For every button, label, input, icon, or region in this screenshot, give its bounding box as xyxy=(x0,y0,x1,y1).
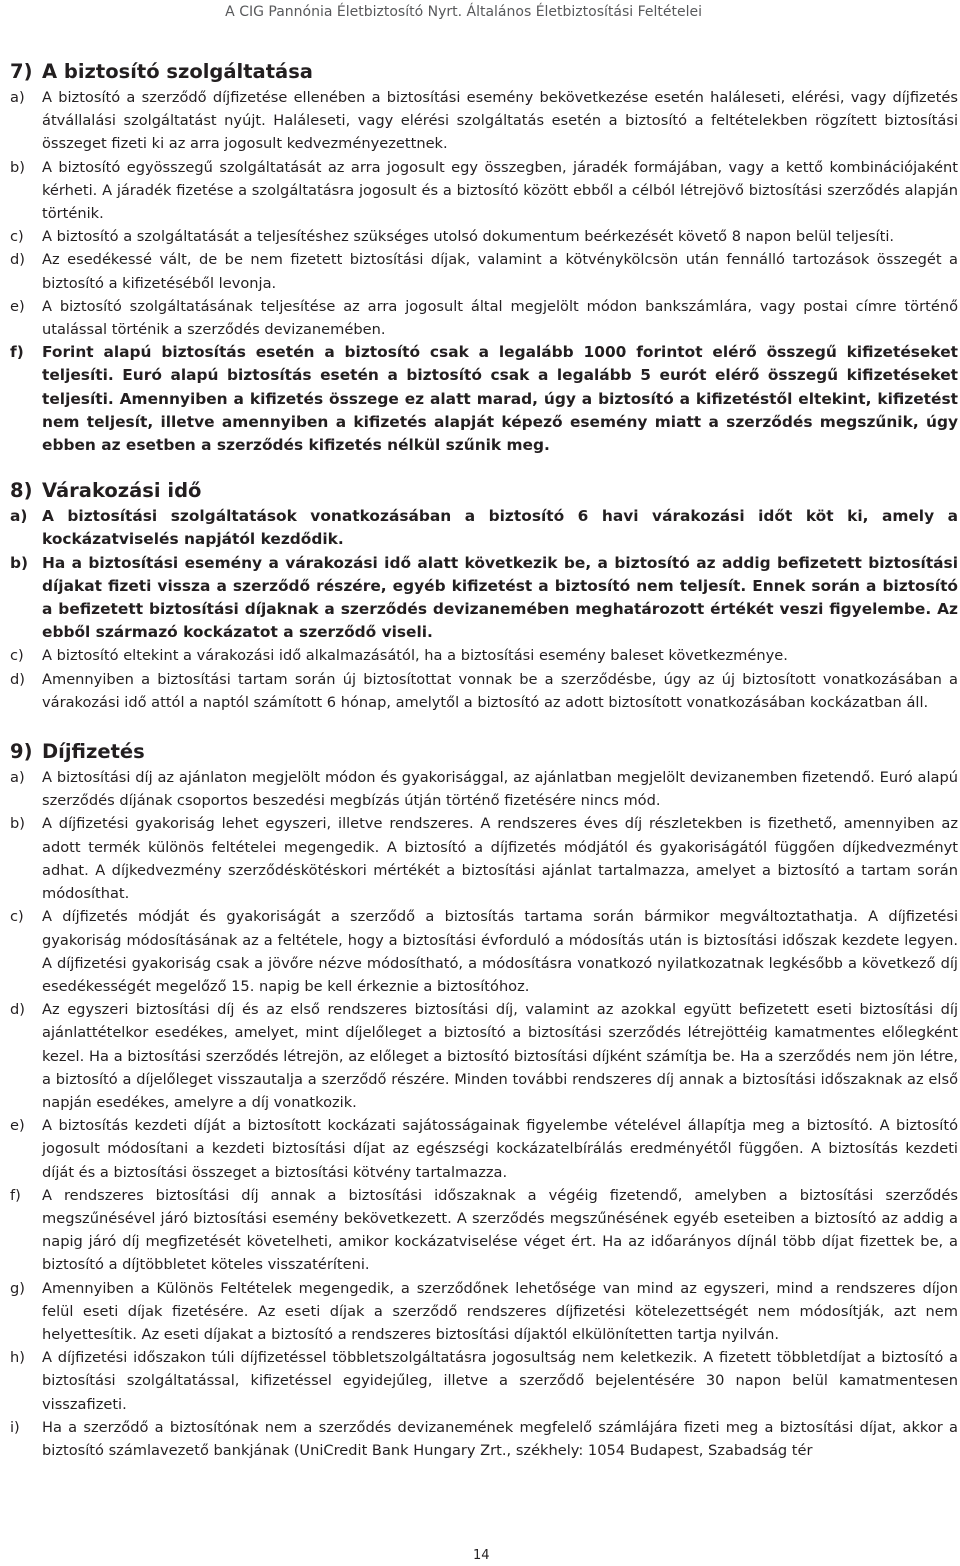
list-item xyxy=(10,156,958,226)
item-text: A díjfizetési időszakon túli díjfizetéssel többletszolgáltatásra jogosultság nem keletkezik. A fizetett többletdíjat a biztosító a biztosítási szolgáltatással, kifizetéssel egyidejűleg, illetve a szerződő bejelentésére 30 napon belül kamatmentesen visszafizeti. xyxy=(42,1349,958,1413)
item-label: f) xyxy=(10,1186,21,1204)
item-label: e) xyxy=(10,1117,25,1135)
list-item xyxy=(10,248,958,294)
list-item xyxy=(10,668,958,714)
item-text: Ha a biztosítási esemény a várakozási idő alatt következik be, a biztosító az addig befizetett biztosítási díjakat fizeti vissza a szerződő részére, egyéb kifizetést a biztosító nem teljesít. Ennek során a biztosító a befizetett biztosítási díjaknak a szerződés devizanemében meghatározott értékét veszi figyelembe. Az ebből származó kockázatot a szerződő viseli. xyxy=(42,553,958,642)
item-text: A biztosítási szolgáltatások vonatkozásában a biztosító 6 havi várakozási időt köt ki, amely a kockázatviselés napjától kezdődik. xyxy=(42,507,958,549)
list-item xyxy=(10,766,958,812)
item-text: Forint alapú biztosítás esetén a biztosító csak a legalább 1000 forintot elérő összegű kifizetéseket teljesíti. Euró alapú biztosítás esetén a biztosító csak a legalább 5 eurót elérő összegű kifizetéseket teljesíti. Amennyiben a kifizetés összege ez alatt marad, úgy a biztosító a kifizetéstől eltekint, kifizetést nem teljesít, illetve amennyiben a kifizetés alapját képező esemény miatt a szerződés megszűnik, úgy ebben az esetben a szerződés kifizetés nélkül szűnik meg. xyxy=(42,343,958,455)
item-label: c) xyxy=(10,908,24,926)
section-9 xyxy=(10,738,958,1462)
list-item xyxy=(10,905,958,998)
item-text: Az esedékessé vált, de be nem fizetett biztosítási díjak, valamint a kötvénykölcsön után fennálló tartozások összegét a biztosító a kifizetéséből levonja. xyxy=(42,251,958,292)
item-text: A rendszeres biztosítási díj annak a biztosítási időszaknak a végéig fizetendő, amelyben a biztosítási szerződés megszűnésével járó biztosítási esemény bekövetkezett. A szerződés megszűnésének egyéb eseteiben a biztosító az addig a napig járó díj megfizetését követelheti, amikor kockázatviselése véget ért. Ha az időarányos díjnál több díjat fizettek be, a biztosító a díjtöbbletet köteles visszatéríteni. xyxy=(42,1186,958,1274)
section-title: A biztosító szolgáltatása xyxy=(42,60,313,83)
item-text: A díjfizetési gyakoriság lehet egyszeri, illetve rendszeres. A rendszeres éves díj részletekben is fizethető, amennyiben az adott termék különös feltételei megengedik. A biztosító a díjfizetés módjától és gyakoriságától függően díjkedvezményt adhat. A díjkedvezmény szerződéskötéskori mértékét a biztosítási ajánlat tartalmazza, amelyet a biztosító a tartam során módosíthat. xyxy=(42,815,958,903)
section-number: 7) xyxy=(10,60,33,83)
list-item xyxy=(10,644,958,667)
item-label: b) xyxy=(10,158,25,176)
list-item xyxy=(10,1184,958,1277)
item-label: f) xyxy=(10,343,24,362)
list-item xyxy=(10,295,958,341)
item-text: A biztosító egyösszegű szolgáltatását az arra jogosult egy összegben, járadék formájában, vagy a kettő kombinációjaként kérheti. A járadék fizetése a szolgáltatásra jogosult és a biztosító között ebből a célból létrejövő biztosítási szerződés alapján történik. xyxy=(42,158,958,223)
section-heading xyxy=(10,58,958,86)
item-label: d) xyxy=(10,670,25,688)
item-text: A biztosító a szerződő díjfizetése ellenében a biztosítási esemény bekövetkezése esetén haláleseti, elérési, vagy díjfizetés átvállalási szolgáltatást nyújt. Haláleseti, vagy elérési szolgáltatás esetén a biztosító a feltételekben rögzített biztosítási összeget fizeti ki az arra jogosult kedvezményezettnek. xyxy=(42,89,958,153)
item-text: A biztosító szolgáltatásának teljesítése az arra jogosult által megjelölt módon bankszámlára, vagy postai címre történő utalással történik a szerződés devizanemében. xyxy=(42,297,958,339)
list-item xyxy=(10,1277,958,1347)
page-number: 14 xyxy=(473,1548,490,1563)
list-item-emphasized xyxy=(10,552,958,645)
page-header: A CIG Pannónia Életbiztosító Nyrt. Általános Életbiztosítási Feltételei xyxy=(225,4,702,20)
section-heading xyxy=(10,477,958,505)
section-number: 9) xyxy=(10,740,33,764)
item-text: Ha a szerződő a biztosítónak nem a szerződés devizanemének megfelelő számlájára fizeti meg a biztosítási díjat, akkor a biztosító számlavezető bankjának (UniCredit Bank Hungary Zrt., székhely: 1054 Budapest, Szabadság tér xyxy=(42,1418,958,1459)
list-item-emphasized xyxy=(10,341,958,457)
item-label: i) xyxy=(10,1418,20,1436)
item-text: A biztosító eltekint a várakozási idő alkalmazásától, ha a biztosítási esemény baleset következménye. xyxy=(42,647,788,665)
item-text: A biztosító a szolgáltatását a teljesítéshez szükséges utolsó dokumentum beérkezését követő 8 napon belül teljesíti. xyxy=(42,228,895,246)
item-text: A biztosítás kezdeti díját a biztosított kockázati sajátosságainak figyelembe vételével állapítja meg a biztosító. A biztosító jogosult módosítani a kezdeti biztosítási díjat az egészségi kockázatelbírálás eredményétől függően. A biztosítás kezdeti díját és a biztosítási összeget a biztosítási kötvény tartalmazza. xyxy=(42,1117,958,1181)
list-item xyxy=(10,1346,958,1416)
list-item xyxy=(10,225,958,248)
list-item xyxy=(10,1114,958,1184)
section-7 xyxy=(10,58,958,457)
item-label: a) xyxy=(10,89,25,106)
item-label: a) xyxy=(10,769,25,787)
section-8 xyxy=(10,477,958,714)
section-title: Díjfizetés xyxy=(42,740,145,764)
item-label: c) xyxy=(10,647,24,665)
item-text: A biztosítási díj az ajánlaton megjelölt módon és gyakorisággal, az ajánlatban megjelölt devizanemben fizetendő. Euró alapú szerződés díjának csoportos beszedési megbízás útján történő fizetésére nincs mód. xyxy=(42,769,958,810)
list-item xyxy=(10,1416,958,1462)
document-body xyxy=(10,52,958,1462)
item-label: c) xyxy=(10,228,24,246)
section-title: Várakozási idő xyxy=(42,479,202,503)
section-heading xyxy=(10,738,958,766)
list-item xyxy=(10,812,958,905)
item-label: h) xyxy=(10,1349,25,1367)
list-item xyxy=(10,86,958,156)
list-item-emphasized xyxy=(10,505,958,551)
item-text: Az egyszeri biztosítási díj és az első rendszeres biztosítási díj, valamint az azokkal együtt befizetett eseti biztosítási díj ajánlattételkor esedékes, amelyet, mint díjelőleget a biztosító a biztosítási szerződés létrejöttéig kamatmentes előlegként kezel. Ha a biztosítási szerződés létrejön, az előleget a biztosító biztosítási díjként számítja be. Ha a szerződés nem jön létre, a biztosító a díjelőleget visszautalja a szerződő részére. Minden további rendszeres díj annak a biztosítási időszaknak az első napján esedékes, amelyre a díj vonatkozik. xyxy=(42,1001,958,1111)
list-item xyxy=(10,998,958,1114)
item-label: e) xyxy=(10,297,25,315)
item-label: d) xyxy=(10,1001,25,1019)
item-text: Amennyiben a biztosítási tartam során új biztosítottat vonnak be a szerződésbe, úgy az új biztosított vonatkozásában a várakozási idő attól a naptól számított 6 hónap, amelytől a biztosító az adott biztosított vonatkozásában kockázatban áll. xyxy=(42,670,958,711)
section-number: 8) xyxy=(10,479,33,503)
item-label: b) xyxy=(10,553,29,572)
item-label: b) xyxy=(10,815,25,833)
item-text: Amennyiben a Különös Feltételek megengedik, a szerződőnek lehetősége van mind az egyszeri, mind a rendszeres díjon felül eseti díjak fizetésére. Az eseti díjak a szerződő rendszeres díjfizetési kötelezettségét nem módosítják, azt nem helyettesítik. Az eseti díjakat a biztosító a rendszeres biztosítási díjaktól elkülönítetten tartja nyilván. xyxy=(42,1279,958,1343)
item-label: a) xyxy=(10,507,28,526)
item-label: g) xyxy=(10,1279,25,1297)
item-text: A díjfizetés módját és gyakoriságát a szerződő a biztosítás tartama során bármikor megváltoztathatja. A díjfizetési gyakoriság módosításának az a feltétele, hogy a biztosítási évforduló a módosítás után is biztosítási időszak kezdete legyen. A díjfizetési gyakoriság csak a jövőre nézve módosítható, a módosításra vonatkozó nyilatkozatnak legkésőbb a következő díj esedékességét megelőző 15. napig be kell érkeznie a biztosítóhoz. xyxy=(42,908,958,995)
item-label: d) xyxy=(10,251,25,269)
